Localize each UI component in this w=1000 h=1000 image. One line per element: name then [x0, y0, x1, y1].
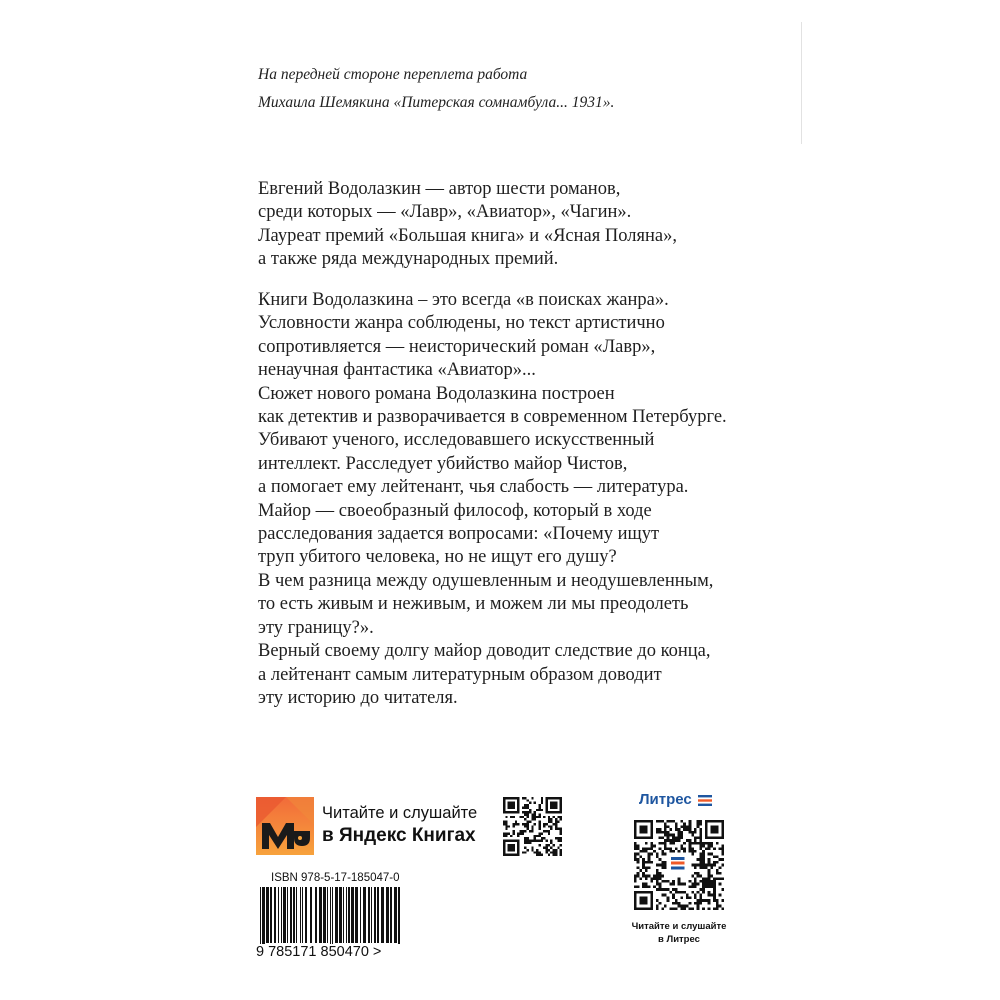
text-line: эту историю до читателя.	[258, 687, 458, 708]
text-line: а также ряда международных премий.	[258, 249, 559, 270]
qr-code-icon[interactable]	[503, 797, 562, 856]
yandex-promo-line1: Читайте и слушайте	[322, 804, 478, 822]
text-line: Лауреат премий «Большая книга» и «Ясная Поляна»,	[258, 225, 677, 246]
text-line: то есть живым и неживым, и можем ли мы преодолеть	[258, 594, 689, 615]
text-line: среди которых — «Лавр», «Авиатор», «Чагин».	[258, 202, 632, 223]
text-line: труп убитого человека, но не ищут его душу?	[258, 547, 617, 568]
barcode-digits: 9 785171 850470 >	[256, 944, 406, 960]
litres-logo-text: Литрес	[639, 791, 692, 808]
text-line: Майор — своеобразный философ, который в ходе	[258, 500, 652, 521]
litres-logo	[639, 791, 712, 808]
text-line: Убивают ученого, исследовавшего искусственный	[258, 430, 655, 451]
text-line: расследования задается вопросами: «Почему ищут	[258, 524, 660, 545]
text-line: Верный своему долгу майор доводит следствие до конца,	[258, 641, 711, 662]
cover-art-note	[258, 61, 614, 117]
cover-note-line: На передней стороне переплета работа	[258, 66, 528, 83]
text-line: интеллект. Расследует убийство майор Чистов,	[258, 453, 628, 474]
text-line: ненаучная фантастика «Авиатор»...	[258, 360, 536, 381]
text-line: Условности жанра соблюдены, но текст артистично	[258, 313, 665, 334]
text-line: сопротивляется — неисторический роман «Лавр»,	[258, 336, 656, 357]
text-line: Евгений Водолазкин — автор шести романов,	[258, 179, 621, 199]
litres-caption	[626, 920, 732, 946]
yandex-books-promo	[256, 797, 562, 859]
text-line: эту границу?».	[258, 617, 374, 638]
litres-caption-line2: в Литрес	[658, 934, 700, 945]
cover-note-line: Михаила Шемякина «Питерская сомнамбула... 1931».	[258, 94, 615, 111]
text-line: как детектив и разворачивается в современном Петербурге.	[258, 407, 727, 428]
litres-stripes-icon	[698, 795, 712, 806]
spine-fold-line	[801, 22, 802, 144]
litres-qr-code-icon[interactable]	[634, 820, 724, 910]
yandex-promo-line2: в Яндекс Книгах	[322, 825, 476, 846]
text-line: Книги Водолазкина – это всегда «в поисках жанра».	[258, 290, 669, 310]
isbn-label: ISBN 978-5-17-185047-0	[271, 872, 400, 884]
text-line: а лейтенант самым литературным образом доводит	[258, 664, 662, 685]
yandex-promo-text	[322, 803, 477, 848]
litres-caption-line1: Читайте и слушайте	[631, 921, 727, 932]
book-description-paragraph	[258, 289, 727, 710]
yandex-books-logo-icon	[256, 797, 314, 855]
text-line: а помогает ему лейтенант, чья слабость — литература.	[258, 477, 689, 498]
text-line: В чем разница между одушевленным и неодушевленным,	[258, 570, 714, 591]
author-bio-paragraph	[258, 178, 677, 272]
text-line: Сюжет нового романа Водолазкина построен	[258, 383, 615, 404]
